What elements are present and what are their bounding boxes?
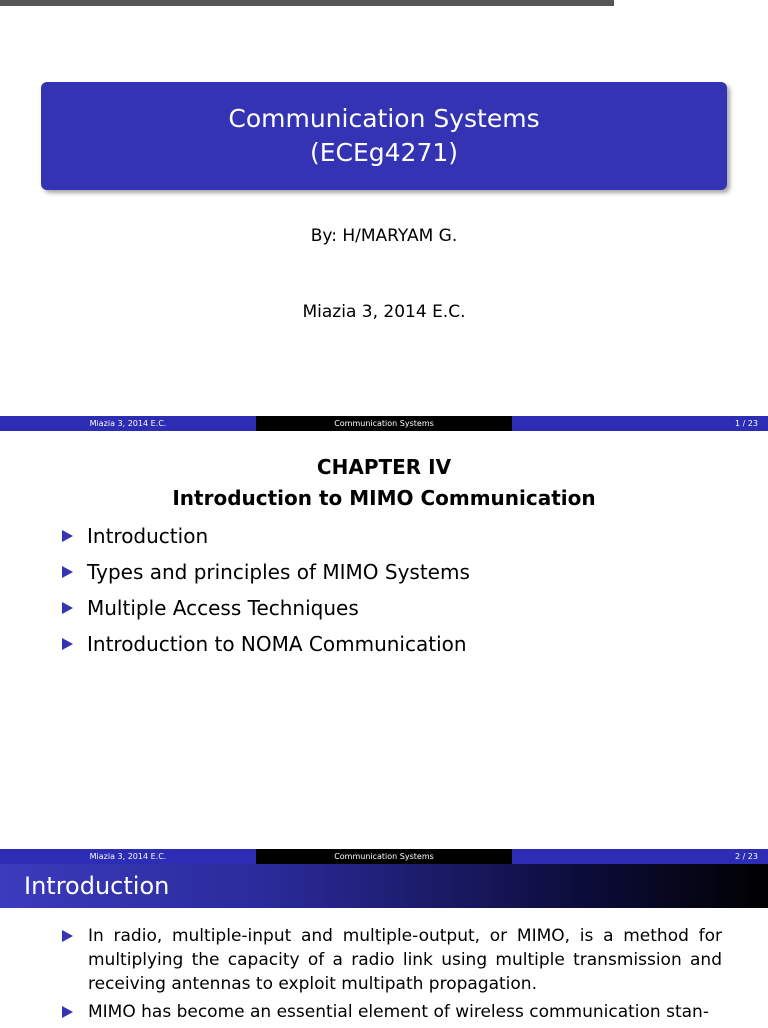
list-item: Types and principles of MIMO Systems <box>62 554 470 590</box>
footer-title: Communication Systems <box>256 416 512 431</box>
triangle-bullet-icon <box>62 530 73 542</box>
top-rule <box>0 0 614 6</box>
title-block <box>41 82 727 190</box>
list-item: Multiple Access Techniques <box>62 590 470 626</box>
triangle-bullet-icon <box>62 1006 73 1018</box>
list-item: Introduction to NOMA Communication <box>62 626 470 662</box>
presentation-title: Communication Systems <box>228 104 540 133</box>
list-item: In radio, multiple-input and multiple-output, or MIMO, is a method for multiplying the capacity of a radio link using multiple transmission and receiving antennas to exploit multipath propagation. <box>62 924 722 996</box>
frame-title: Introduction <box>0 864 768 908</box>
course-code: (ECEg4271) <box>309 138 459 167</box>
presentation-date: Miazia 3, 2014 E.C. <box>302 302 466 322</box>
outline-list <box>62 518 470 662</box>
triangle-bullet-icon <box>62 638 73 650</box>
intro-bullets <box>62 924 722 1028</box>
footer-date: Miazia 3, 2014 E.C. <box>0 416 256 431</box>
chapter-number: CHAPTER IV <box>316 455 452 479</box>
list-item: Introduction <box>62 518 470 554</box>
triangle-bullet-icon <box>62 602 73 614</box>
triangle-bullet-icon <box>62 930 73 942</box>
footer-page-number: 2 / 23 <box>512 849 768 864</box>
footer-date: Miazia 3, 2014 E.C. <box>0 849 256 864</box>
footer-bar-1 <box>0 416 768 431</box>
triangle-bullet-icon <box>62 566 73 578</box>
chapter-heading <box>0 452 768 514</box>
footer-title: Communication Systems <box>256 849 512 864</box>
author: By: H/MARYAM G. <box>310 226 458 246</box>
chapter-title: Introduction to MIMO Communication <box>172 486 596 510</box>
footer-page-number: 1 / 23 <box>512 416 768 431</box>
list-item: MIMO has become an essential element of wireless communication stan- <box>62 1000 722 1024</box>
footer-bar-2 <box>0 849 768 864</box>
